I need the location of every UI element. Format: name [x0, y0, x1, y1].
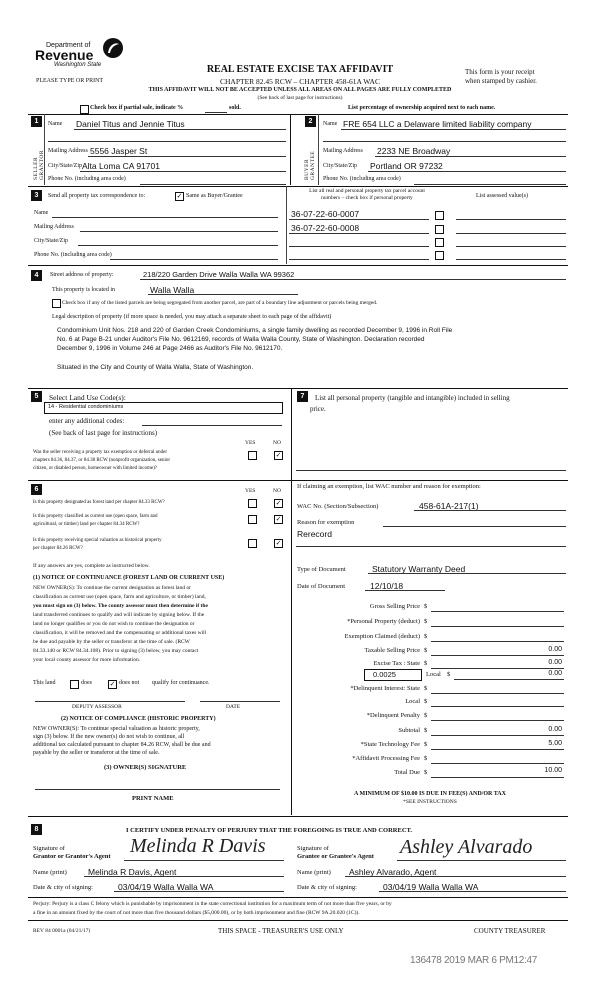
- notice-line: classification, it will be removed and the compensating or additional taxes will: [33, 630, 207, 636]
- land-use-code: 14 - Residential condominiums: [48, 404, 124, 410]
- state-technology-fee-label: *State Technology Fee: [360, 741, 420, 748]
- minimum-fee-note: A MINIMUM OF $10.00 IS DUE IN FEE(S) AND/OR TAX: [354, 791, 506, 797]
- gross-selling-label: Gross Selling Price: [369, 603, 420, 610]
- document-date-label: Date of Document: [297, 583, 346, 590]
- please-type: PLEASE TYPE OR PRINT: [36, 78, 104, 84]
- does-not-label: does not: [119, 680, 140, 686]
- personal-property-checkbox[interactable]: [435, 251, 444, 260]
- deputy-assessor-label: DEPUTY ASSESSOR: [72, 704, 122, 710]
- grantee-print-label: Name (print): [297, 869, 331, 876]
- logo-dept-of: Department of: [46, 42, 91, 49]
- total-due-label: Total Due: [394, 769, 420, 776]
- dollar-sign: $: [424, 618, 428, 625]
- compliance-line: payable by the seller or transferor at the time of sale.: [33, 750, 160, 756]
- current-use-no-checkbox[interactable]: ✓: [275, 515, 282, 523]
- personal-property-checkbox[interactable]: [435, 238, 444, 247]
- street-address[interactable]: 218/220 Garden Drive Walla Walla WA 99362: [143, 270, 295, 279]
- partial-sale-label: Check box if partial sale, indicate %: [90, 105, 184, 111]
- if-yes-note: If any answers are yes, complete as instructed below.: [33, 563, 150, 569]
- legal-description-line: Condominium Unit Nos. 218 and 220 of Garden Creek Condominiums, a single family dwelling as recorded December 9, 1996 in Roll File: [57, 327, 453, 334]
- grantor-date-city-label: Date & city of signing:: [33, 884, 93, 891]
- certify-statement: I CERTIFY UNDER PENALTY OF PERJURY THAT THE FOREGOING IS TRUE AND CORRECT.: [126, 827, 413, 834]
- forest-no-checkbox[interactable]: ✓: [275, 499, 282, 507]
- dollar-sign: $: [424, 727, 428, 734]
- county-treasurer: COUNTY TREASURER: [474, 927, 546, 935]
- legal-description-line: No. 6 at Page B-21 under Auditor's File No. 9612169, records of Walla Walla County, State of Washington. Declaration recorded: [57, 336, 425, 343]
- notice-line: 84.33.140 or RCW 84.34.108). Prior to signing (3) below, you may contact: [33, 648, 199, 654]
- segregated-checkbox[interactable]: [52, 299, 61, 308]
- yes-header: YES: [245, 440, 256, 446]
- local-label: Local: [426, 671, 441, 678]
- personal-property-label: List all personal property (tangible and intangible) included in selling: [315, 394, 510, 402]
- partial-sale-checkbox[interactable]: [80, 105, 89, 114]
- receipt-note-2: when stamped by cashier.: [465, 77, 537, 85]
- notice-line: classification as current use (open space, farm and agriculture, or timber) land,: [33, 594, 206, 600]
- section-2-number: 2: [305, 116, 316, 127]
- same-as-buyer-checkbox[interactable]: ✓: [176, 192, 183, 200]
- seller-mailing[interactable]: 5556 Jasper St: [90, 146, 148, 156]
- dollar-sign: $: [424, 660, 428, 667]
- dollar-sign: $: [424, 769, 428, 776]
- historic-no-checkbox[interactable]: ✓: [275, 539, 282, 547]
- parcel-number[interactable]: 36-07-22-60-0008: [291, 223, 360, 233]
- dollar-sign: $: [447, 671, 451, 678]
- seller-name[interactable]: Daniel Titus and Jennie Titus: [76, 119, 185, 129]
- parcel-header-2: numbers – check box if personal property: [321, 195, 413, 201]
- personal-property-deduct-label: *Personal Property (deduct): [347, 618, 420, 625]
- historic-question: per chapter 84.26 RCW?: [33, 546, 83, 551]
- perjury-notice: a fine in an amount fixed by the court of not more than five thousand dollars ($5,000.00), or by both imprisonment and fine (RCW 9A.20.020 (1C)).: [33, 910, 360, 916]
- does-checkbox[interactable]: [70, 680, 79, 689]
- forest-land-question: Is this property designated as forest land per chapter 84.33 RCW?: [33, 500, 165, 505]
- located-in-label: This property is located in: [52, 287, 115, 293]
- dollar-sign: $: [424, 712, 428, 719]
- does-not-checkbox[interactable]: ✓: [109, 680, 116, 688]
- buyer-phone-label: Phone No. (including area code): [323, 176, 401, 182]
- current-use-question: Is this property classified as current use (open space, farm and: [33, 514, 158, 519]
- dollar-sign: $: [424, 741, 428, 748]
- exemption-yes-checkbox[interactable]: [248, 451, 257, 460]
- notice-line: be due and payable by the seller or transferor at the time of sale. (RCW: [33, 639, 190, 645]
- form-chapter: CHAPTER 82.45 RCW – CHAPTER 458-61A WAC: [220, 77, 380, 86]
- form-title: REAL ESTATE EXCISE TAX AFFIDAVIT: [206, 64, 394, 75]
- personal-property-checkbox[interactable]: [435, 211, 444, 220]
- legal-description-label: Legal description of property (if more space is needed, you may attach a separate sheet to each page of the affidavit): [52, 314, 332, 320]
- grantee-signature[interactable]: Ashley Alvarado: [400, 836, 533, 858]
- buyer-name[interactable]: FRE 654 LLC a Delaware limited liability company: [343, 119, 532, 129]
- grantor-signature-label: Signature of: [33, 845, 65, 852]
- seller-grantor-label: SELLER GRANTOR: [33, 150, 45, 180]
- does-label: does: [81, 680, 92, 686]
- treasurer-use-only: THIS SPACE - TREASURER'S USE ONLY: [218, 927, 344, 935]
- exemption-no-checkbox[interactable]: ✓: [275, 451, 282, 459]
- compliance-line: sign (3) below. If the new owner(s) do not wish to continue, all: [33, 734, 185, 740]
- claiming-exemption-label: If claiming an exemption, list WAC number and reason for exemption:: [297, 483, 481, 490]
- land-use-label: Select Land Use Code(s):: [49, 393, 126, 402]
- additional-codes-label: enter any additional codes:: [49, 417, 125, 425]
- taxable-selling-value[interactable]: 0.00: [548, 646, 562, 653]
- grantee-print-name[interactable]: Ashley Alvarado, Agent: [349, 867, 437, 877]
- see-instructions-note: *SEE INSTRUCTIONS: [403, 799, 457, 805]
- grantor-date-city[interactable]: 03/04/19 Walla Walla WA: [118, 882, 214, 892]
- yes-header: YES: [245, 488, 256, 494]
- exemption-question: citizen, or disabled person, homeowner with limited income)?: [33, 466, 157, 471]
- affidavit-fee-label: *Affidavit Processing Fee: [352, 755, 420, 762]
- dollar-sign: $: [424, 685, 428, 692]
- grantee-date-city-label: Date & city of signing:: [297, 884, 357, 891]
- see-back-instructions: (See back of last page for instructions): [49, 429, 158, 437]
- notice-line: you must sign on (3) below. The county assessor must then determine if the: [33, 603, 208, 609]
- no-header: NO: [273, 440, 281, 446]
- section-3-number: 3: [31, 190, 42, 201]
- list-percentage-label: List percentage of ownership acquired next to each name.: [348, 105, 496, 111]
- historic-question: Is this property receiving special valuation as historical property: [33, 538, 162, 543]
- not-accepted-notice: THIS AFFIDAVIT WILL NOT BE ACCEPTED UNLESS ALL AREAS ON ALL PAGES ARE FULLY COMPLETED: [148, 87, 452, 93]
- state-technology-fee-value[interactable]: 5.00: [548, 740, 562, 747]
- grantee-signature-label: Signature of: [297, 845, 329, 852]
- section-6-number: 6: [31, 484, 42, 495]
- corr-phone-label: Phone No. (including area code): [34, 252, 112, 258]
- grantor-agent-label: Grantor or Grantor's Agent: [33, 853, 111, 860]
- seller-city-label: City/State/Zip: [48, 163, 82, 169]
- buyer-mailing[interactable]: 2233 NE Broadway: [377, 146, 451, 156]
- reason-label: Reason for exemption: [297, 519, 355, 526]
- receipt-note-1: This form is your receipt: [465, 68, 535, 76]
- no-header: NO: [273, 488, 281, 494]
- send-correspondence-label: Send all property tax correspondence to:: [48, 193, 146, 199]
- form-revision: REV 84 0001a (04/21/17): [33, 928, 91, 934]
- parcel-number[interactable]: 36-07-22-60-0007: [291, 209, 360, 219]
- document-date[interactable]: 12/10/18: [370, 581, 404, 591]
- section-4-number: 4: [31, 270, 42, 281]
- notice-line: land transferred continues to qualify and will indicate by signing below. If the: [33, 612, 205, 618]
- local-rate: 0.0025: [373, 670, 396, 679]
- notice-line: NEW OWNER(S): To continue the current designation as forest land or: [33, 585, 191, 591]
- exemption-question: chapters 84.36, 84.37, or 84.38 RCW (nonprofit organization, senior: [33, 458, 171, 463]
- logo-washington-state: Washington State: [54, 62, 102, 68]
- perjury-notice: Perjury: Perjury is a class C felony which is punishable by imprisonment in the state correctional institution for a maximum term of not more than five years, or by: [33, 901, 392, 907]
- assessed-value-header: List assessed value(s): [476, 193, 528, 199]
- notice-continuance-title: (1) NOTICE OF CONTINUANCE (FOREST LAND OR CURRENT USE): [33, 575, 225, 581]
- date-label: DATE: [226, 704, 241, 710]
- forest-yes-checkbox[interactable]: [248, 499, 257, 508]
- notice-compliance-title: (2) NOTICE OF COMPLIANCE (HISTORIC PROPERTY): [61, 716, 216, 722]
- grantor-print-name[interactable]: Melinda R Davis, Agent: [88, 867, 177, 877]
- section-7-number: 7: [297, 391, 308, 402]
- section-1-number: 1: [31, 116, 42, 127]
- exemption-reason[interactable]: Rerecord: [297, 529, 332, 539]
- compliance-line: additional tax calculated pursuant to chapter 84.26 RCW, shall be due and: [33, 742, 211, 748]
- legal-description-line: Situated in the City and County of Walla Walla, State of Washington.: [57, 364, 254, 371]
- document-type-label: Type of Document: [297, 566, 346, 573]
- wac-label: WAC No. (Section/Subsection): [297, 503, 379, 510]
- dollar-sign: $: [424, 755, 428, 762]
- corr-name-label: Name: [34, 210, 49, 216]
- qualify-label: qualify for continuance.: [152, 680, 210, 686]
- excise-state-value[interactable]: 0.00: [548, 659, 562, 666]
- exemption-question: Was the seller receiving a property tax exemption or deferral under: [33, 450, 167, 455]
- buyer-city-label: City/State/Zip: [323, 163, 357, 169]
- seller-mailing-label: Mailing Address: [48, 148, 88, 154]
- logo-revenue: Revenue: [35, 47, 94, 63]
- owner-signature-label: (3) OWNER(S) SIGNATURE: [104, 764, 187, 771]
- street-address-label: Street address of property:: [50, 272, 114, 278]
- subtotal-value[interactable]: 0.00: [548, 726, 562, 733]
- grantee-date-city[interactable]: 03/04/19 Walla Walla WA: [383, 882, 479, 892]
- dollar-sign: $: [424, 647, 428, 654]
- current-use-yes-checkbox[interactable]: [248, 515, 257, 524]
- treasurer-stamp: 136478 2019 MAR 6 PM12:47: [410, 955, 538, 966]
- exemption-claimed-label: Exemption Claimed (deduct): [344, 633, 420, 640]
- taxable-selling-label: Taxable Selling Price: [364, 647, 420, 654]
- document-type[interactable]: Statutory Warranty Deed: [372, 564, 466, 574]
- corr-city-label: City/State/Zip: [34, 238, 68, 244]
- grantor-print-label: Name (print): [33, 869, 67, 876]
- segregated-label: Check box if any of the listed parcels are being segregated from another parcel, are part of a boundary line adjustment or parcels being merged.: [62, 300, 378, 306]
- seller-city[interactable]: Alta Loma CA 91701: [82, 161, 160, 171]
- subtotal-label: Subtotal: [398, 727, 420, 734]
- compliance-line: NEW OWNER(S): To continue special valuation as historic property,: [33, 726, 200, 732]
- personal-property-checkbox[interactable]: [435, 225, 444, 234]
- seller-phone-label: Phone No. (including area code): [48, 176, 126, 182]
- buyer-mailing-label: Mailing Address: [323, 148, 363, 154]
- revenue-logo-icon: [101, 36, 125, 60]
- delinquent-interest-label: *Delinquent Interest: State: [350, 685, 420, 692]
- located-in[interactable]: Walla Walla: [150, 285, 195, 295]
- notice-line: your local county assessor for more information.: [33, 657, 141, 663]
- land-use-code-field[interactable]: [44, 402, 283, 414]
- local-tax-value[interactable]: 0.00: [548, 670, 562, 677]
- seller-name-label: Name: [48, 121, 63, 127]
- buyer-city[interactable]: Portland OR 97232: [370, 161, 443, 171]
- total-due-value[interactable]: 10.00: [544, 767, 562, 774]
- dollar-sign: $: [424, 698, 428, 705]
- legal-description-line: December 9, 1996 in Volume 246 at Page 2466 as Auditor's File No. 9612170.: [57, 345, 283, 352]
- current-use-question: agricultural, or timber) land per chapter 84.34 RCW?: [33, 522, 140, 527]
- section-8-number: 8: [31, 824, 42, 835]
- section-5-number: 5: [31, 391, 42, 402]
- grantee-agent-label: Grantee or Grantee's Agent: [297, 853, 374, 860]
- same-as-buyer-label: Same as Buyer/Grantee: [186, 193, 243, 199]
- dollar-sign: $: [424, 633, 428, 640]
- sold-label: sold.: [229, 105, 241, 111]
- dollar-sign: $: [424, 603, 428, 610]
- delinquent-local-label: Local: [405, 698, 420, 705]
- local-rate-field[interactable]: [364, 669, 422, 681]
- excise-state-label: Excise Tax : State: [373, 660, 420, 667]
- parcel-header-1: List all real and personal property tax parcel account: [309, 188, 425, 194]
- buyer-name-label: Name: [323, 121, 338, 127]
- buyer-grantee-label: BUYER GRANTEE: [304, 150, 316, 180]
- notice-line: land no longer qualifies or you do not wish to continue the designation or: [33, 621, 195, 627]
- corr-mailing-label: Mailing Address: [34, 224, 74, 230]
- grantor-signature[interactable]: Melinda R Davis: [130, 835, 266, 857]
- this-land-label: This land: [33, 680, 56, 686]
- historic-yes-checkbox[interactable]: [248, 539, 257, 548]
- wac-number[interactable]: 458-61A-217(1): [419, 501, 479, 511]
- personal-property-label: price.: [310, 405, 326, 413]
- delinquent-penalty-label: *Delinquent Penalty: [366, 712, 420, 719]
- print-name-label: PRINT NAME: [132, 795, 174, 802]
- see-back-note: (See back of last page for instructions): [257, 95, 343, 101]
